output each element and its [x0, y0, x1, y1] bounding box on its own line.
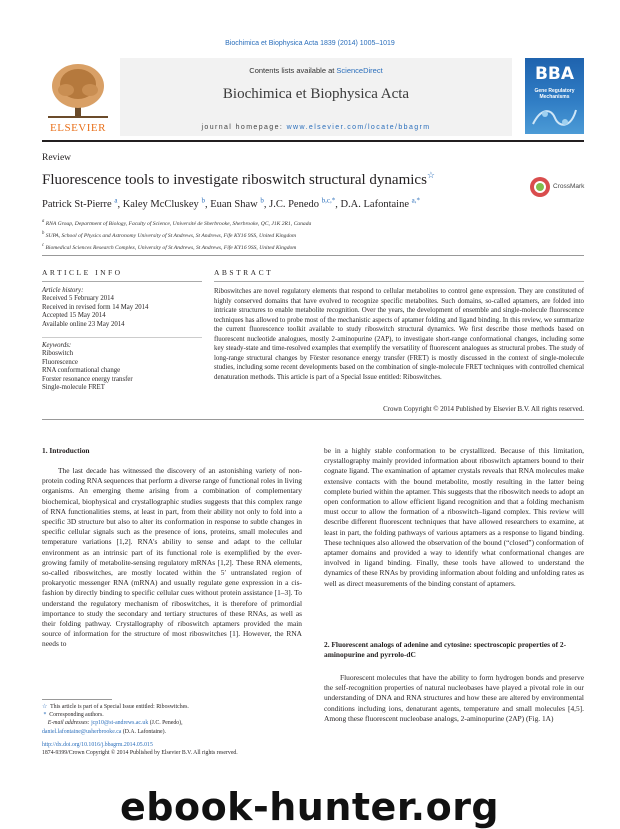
header-rule [42, 140, 584, 142]
keyword: RNA conformational change [42, 367, 121, 375]
sciencedirect-link[interactable]: ScienceDirect [336, 66, 383, 75]
title-text: Fluorescence tools to investigate riboswitch structural dynamics [42, 172, 427, 188]
keywords [42, 342, 207, 392]
keywords-rule [42, 337, 202, 338]
abstract-rule [214, 281, 584, 282]
bottom-info [42, 741, 238, 757]
cover-subtitle: Gene Regulatory Mechanisms [534, 88, 575, 100]
email-link-penedo[interactable]: jcp10@st-andrews.ac.uk [91, 720, 149, 727]
author-list [42, 196, 420, 210]
keyword: Single-molecule FRET [42, 384, 105, 392]
author: Patrick St-Pierre $^a$, [42, 196, 123, 210]
journal-homepage [120, 124, 512, 131]
doi-link[interactable]: http://dx.doi.org/10.1016/j.bbagrm.2014.05.015 [42, 742, 153, 748]
article-history [42, 287, 207, 329]
history-item: Received in revised form 14 May 2014 [42, 303, 149, 311]
section-heading-introduction: 1. Introduction [42, 446, 90, 455]
section-heading-fluorescent-analogs: 2. Fluorescent analogs of adenine and cytosine: spectroscopic properties of 2-aminopurine and pyrrolo-dC [324, 640, 567, 659]
crossmark-badge[interactable] [529, 176, 585, 198]
affiliation: $^c$ Biomedical Sciences Research Complex, University of St Andrews, St Andrews, Fife KY16 9SS, United Kingdom [42, 242, 297, 251]
article-title [42, 170, 435, 189]
introduction-paragraph: The last decade has witnessed the discovery of an astonishing variety of non-protein coding RNA sequences that perform a diverse range of functional roles in living organisms. An emerging theme arising from a combination of complementary biochemical, biophysical and crystallographic studies suggests that this complex range of RNA functionalities stems, at least in part, from their ability not only to fold into a specific 3D structure but also to alter its conformation in response to subtle changes in specific cellular signals such as the presence of ions, proteins, small molecules and temperature variations [1,2]. RNA's ability to sense and adapt to the cellular environment as an intrinsic part of its functional role is exemplified by the ever-growing family of metabolite-sensing regulatory mRNAs [1,2]. These RNA elements, so-called riboswitches, are mostly located within the 5′ untranslated region of prokaryotic messenger RNA (mRNA) and usually regulate gene expression in a cis-fashion by directly binding to specific cellular cues without protein assistance [1–3]. To understand the regulatory mechanism of riboswitches, it is therefore of primordial importance to study the secondary and tertiary structures of these RNAs, as well as their folding pathway. Crystallography of riboswitch aptamers provided the main source of information for the structure of most riboswitches [1]. However, the RNA needs to [42, 466, 302, 649]
abstract-bottom-rule [42, 419, 584, 420]
journal-name: Biochimica et Biophysica Acta [222, 86, 410, 102]
affiliations [42, 217, 311, 253]
article-info-heading: ARTICLE INFO [42, 268, 123, 277]
keyword: Fluorescence [42, 358, 78, 366]
title-footnote-mark[interactable]: ☆ [426, 170, 435, 180]
abstract-heading: ABSTRACT [214, 268, 274, 277]
history-item: Available online 23 May 2014 [42, 320, 125, 328]
footnote-emails: E-mail addresses: jcp10@st-andrews.ac.uk (J.C. Penedo), [47, 720, 183, 727]
history-label: Article history: [42, 287, 84, 294]
elsevier-logo [42, 58, 114, 136]
footnote-corresponding: * Corresponding authors. [43, 712, 104, 719]
cover-title: BBA [534, 64, 575, 84]
crossmark-label: CrossMark [553, 183, 585, 190]
author: Euan Shaw $^b$, [210, 196, 270, 210]
article-type: Review [42, 153, 72, 163]
author: Kaley McCluskey $^b$, [122, 196, 211, 210]
abstract-text: Riboswitches are novel regulatory elements that respond to cellular metabolites to control gene expression. They are constituted of highly conserved domains that have evolved to recognize specific metabolites. Such domains, so-called aptamers, are folded into intricate structures to enable metabolite recognition. Over the years, the development of ensemble and single-molecule fluorescence techniques has allowed to probe most of the mechanistic aspects of aptamer folding and ligand binding. In this review, we summarize the current fluorescence toolkit available to study riboswitch structural dynamics. We first describe those methods based on fluorescent nucleotide analogues, mostly 2-aminopurine (2AP), to investigate short-range conformational changes, including some key steady-state and time-resolved examples that exemplify the versatility of fluorescent analogues as structural probes. The study of long-range structural changes by Förster resonance energy transfer (FRET) is mostly discussed in the context of single-molecule studies, including some recent developments based on the combination of single-molecule FRET techniques with controlled chemical denaturation methods. This article is part of a Special Issue entitled: Riboswitches. [214, 288, 584, 381]
history-item: Received 5 February 2014 [42, 295, 114, 303]
watermark: ebook-hunter.org [120, 785, 500, 829]
article-info-rule [42, 281, 202, 282]
right-column-paragraph: be in a highly stable conformation to be crystallized. Because of this limitation, crystallography mainly provided information about riboswitch aptamers bound to their cognate ligand. The examination of aptamer crystals reveals that RNA molecules make extensive contacts with the bound metabolite, mostly resulting in the latter being complete buried within the aptamer. This suggests that the riboswitch needs to adopt an open conformation to allow efficient ligand recognition and that a folding mechanism must occur to allow the formation of a riboswitch–ligand complex. This review will describe different fluorescent techniques that have allowed researchers to examine, at least in part, the folding pathways of various aptamers as a response to ligand binding. These techniques also allowed the observation of the bound (“closed”) conformation of aptamer domains and provided a way to identify what conformational changes are involved in ligand binding. Finally, these tools have allowed to understand the dynamics of these RNAs by providing information about folding and unfolding rates as well as direct measurements of the binding constant of aptamers. [324, 446, 584, 588]
elsevier-wordmark: ELSEVIER [50, 122, 106, 134]
keyword: Forster resonance energy transfer [42, 375, 133, 383]
footnote-rule [42, 699, 112, 700]
email-link-lafontaine[interactable]: daniel.lafontaine@usherbrooke.ca [42, 728, 122, 735]
journal-reference[interactable]: Biochimica et Biophysica Acta 1839 (2014) 1005–1019 [225, 40, 395, 47]
cover-graphic-icon [531, 104, 578, 130]
author: J.C. Penedo $^{b,c,*}$, [269, 196, 341, 210]
homepage-link[interactable]: www.elsevier.com/locate/bbagrm [286, 124, 431, 131]
keyword: Riboswitch [42, 350, 73, 358]
abstract-copyright: Crown Copyright © 2014 Published by Elsevier B.V. All rights reserved. [383, 406, 584, 413]
contents-prefix: Contents lists available at [249, 66, 337, 75]
footnote-special-issue: ☆ This article is part of a Special Issue entitled: Riboswitches. [42, 704, 189, 710]
affiliation: $^b$ SUPA, School of Physics and Astronomy University of St Andrews, St Andrews, Fife KY16 9SS, United Kingdom [42, 230, 297, 239]
author: D.A. Lafontaine $^{a,*}$ [340, 196, 420, 210]
keywords-label: Keywords: [42, 342, 72, 349]
footnotes [42, 703, 302, 736]
journal-cover-image [525, 58, 584, 134]
history-item: Accepted 15 May 2014 [42, 312, 106, 320]
contents-line [120, 66, 512, 75]
homepage-prefix: journal homepage: [201, 124, 287, 131]
issn-line: 1874-9399/Crown Copyright © 2014 Published by Elsevier B.V. All rights reserved. [42, 750, 238, 756]
affiliation-rule [42, 255, 584, 256]
footnote-emails-2: daniel.lafontaine@usherbrooke.ca (D.A. Lafontaine). [42, 728, 166, 735]
fluorescent-analogs-paragraph: Fluorescent molecules that have the ability to form hydrogen bonds and preserve the self-recognition properties of natural nucleobases have played a pivotal role in our understanding of DNA and RNA structures and how these are altered by environmental conditions including ions, denaturant agents, temperature and small molecules [4,5]. Among these fluorescent nucleobase analogs, 2-aminopurine (2AP) (Fig. 1A) [324, 673, 584, 723]
affiliation: $^a$ RNA Group, Department of Biology, Faculty of Science, Université de Sherbrooke, Sherbrooke, QC, J1K 2R1, Canada [42, 219, 312, 227]
crossmark-icon [529, 176, 551, 198]
